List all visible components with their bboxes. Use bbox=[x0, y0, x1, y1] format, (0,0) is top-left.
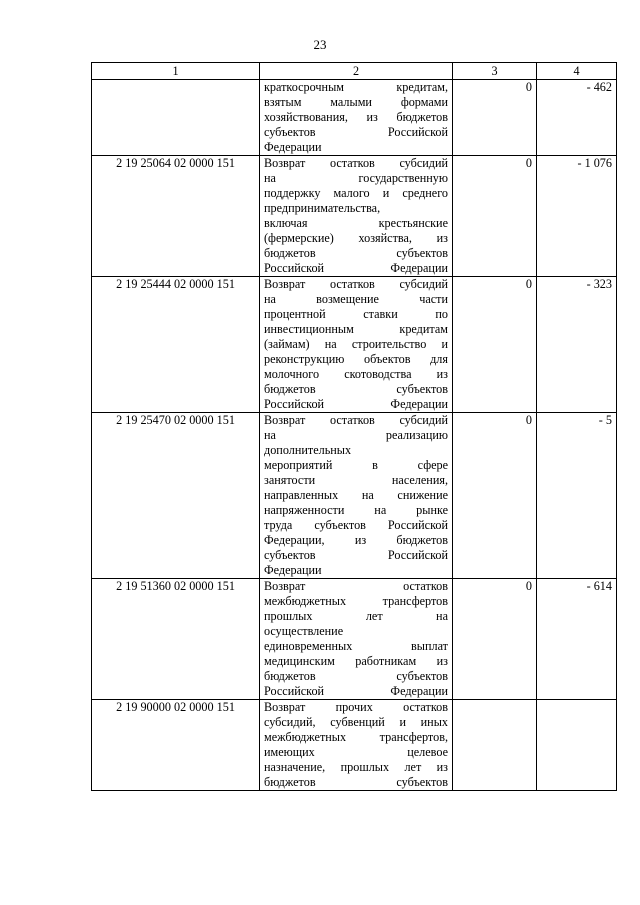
column-4-value bbox=[537, 700, 617, 791]
column-header: 3 bbox=[453, 63, 537, 80]
table-row bbox=[92, 579, 617, 700]
table-row bbox=[92, 80, 617, 156]
description-line: Возврат остатков субсидий bbox=[264, 277, 448, 291]
description-line: межбюджетных трансфертов, bbox=[264, 730, 448, 744]
description-line: бюджетов субъектов bbox=[264, 246, 448, 260]
description-line: Возврат остатков субсидий bbox=[264, 413, 448, 427]
description-line: на возмещение части bbox=[264, 292, 448, 306]
description-line: (фермерские) хозяйства, из bbox=[264, 231, 448, 245]
description-line: хозяйствования, из бюджетов bbox=[264, 110, 448, 124]
table-row bbox=[92, 700, 617, 791]
description-line: единовременных выплат bbox=[264, 639, 448, 653]
description-line: Федерации, из бюджетов bbox=[264, 533, 448, 547]
column-3-value: 0 bbox=[453, 277, 537, 413]
description-line: занятости населения, bbox=[264, 473, 448, 487]
column-4-value: - 1 076 bbox=[537, 156, 617, 277]
description-line: Возврат остатков bbox=[264, 579, 448, 593]
description-line: предпринимательства, bbox=[264, 201, 381, 215]
column-3-value bbox=[453, 700, 537, 791]
column-3-value: 0 bbox=[453, 156, 537, 277]
budget-code-cell: 2 19 51360 02 0000 151 bbox=[92, 579, 260, 700]
description-line: взятым малыми формами bbox=[264, 95, 448, 109]
budget-code-cell: 2 19 25470 02 0000 151 bbox=[92, 413, 260, 579]
description-cell bbox=[260, 80, 453, 156]
description-line: инвестиционным кредитам bbox=[264, 322, 448, 336]
description-line: направленных на снижение bbox=[264, 488, 448, 502]
column-4-value: - 614 bbox=[537, 579, 617, 700]
table-row bbox=[92, 413, 617, 579]
description-line: на реализацию bbox=[264, 428, 448, 442]
description-line: Российской Федерации bbox=[264, 261, 448, 275]
description-line: Возврат прочих остатков bbox=[264, 700, 448, 714]
description-line: Российской Федерации bbox=[264, 684, 448, 698]
description-line: поддержку малого и среднего bbox=[264, 186, 448, 200]
description-line: включая крестьянские bbox=[264, 216, 448, 230]
budget-table bbox=[91, 62, 617, 791]
description-cell bbox=[260, 700, 453, 791]
description-line: имеющих целевое bbox=[264, 745, 448, 759]
description-cell bbox=[260, 277, 453, 413]
budget-code-cell: 2 19 90000 02 0000 151 bbox=[92, 700, 260, 791]
description-line: дополнительных bbox=[264, 443, 352, 457]
description-line: осуществление bbox=[264, 624, 344, 638]
budget-code-cell: 2 19 25444 02 0000 151 bbox=[92, 277, 260, 413]
budget-code-cell bbox=[92, 80, 260, 156]
description-line: Российской Федерации bbox=[264, 397, 448, 411]
description-line: бюджетов субъектов bbox=[264, 669, 448, 683]
description-line: напряженности на рынке bbox=[264, 503, 448, 517]
description-line: медицинским работникам из bbox=[264, 654, 448, 668]
description-line: мероприятий в сфере bbox=[264, 458, 448, 472]
column-4-value: - 462 bbox=[537, 80, 617, 156]
table-row bbox=[92, 156, 617, 277]
description-line: Возврат остатков субсидий bbox=[264, 156, 448, 170]
description-line: субъектов Российской bbox=[264, 125, 448, 139]
description-line: Федерации bbox=[264, 563, 322, 577]
column-header: 2 bbox=[260, 63, 453, 80]
column-3-value: 0 bbox=[453, 579, 537, 700]
description-line: на государственную bbox=[264, 171, 448, 185]
description-cell bbox=[260, 413, 453, 579]
column-3-value: 0 bbox=[453, 413, 537, 579]
page-number: 23 bbox=[313, 37, 327, 52]
column-4-value: - 323 bbox=[537, 277, 617, 413]
description-line: краткосрочным кредитам, bbox=[264, 80, 448, 94]
description-line: (займам) на строительство и bbox=[264, 337, 448, 351]
description-line: реконструкцию объектов для bbox=[264, 352, 448, 366]
description-line: бюджетов субъектов bbox=[264, 775, 448, 789]
description-cell bbox=[260, 156, 453, 277]
description-line: Федерации bbox=[264, 140, 322, 154]
description-line: субъектов Российской bbox=[264, 548, 448, 562]
column-3-value: 0 bbox=[453, 80, 537, 156]
column-4-value: - 5 bbox=[537, 413, 617, 579]
column-header: 4 bbox=[537, 63, 617, 80]
description-line: молочного скотоводства из bbox=[264, 367, 448, 381]
description-line: межбюджетных трансфертов bbox=[264, 594, 448, 608]
column-header: 1 bbox=[92, 63, 260, 80]
description-line: прошлых лет на bbox=[264, 609, 448, 623]
description-line: субсидий, субвенций и иных bbox=[264, 715, 448, 729]
description-line: труда субъектов Российской bbox=[264, 518, 448, 532]
budget-code-cell: 2 19 25064 02 0000 151 bbox=[92, 156, 260, 277]
table-header-row bbox=[92, 63, 617, 80]
description-cell bbox=[260, 579, 453, 700]
description-line: бюджетов субъектов bbox=[264, 382, 448, 396]
description-line: процентной ставки по bbox=[264, 307, 448, 321]
table-row bbox=[92, 277, 617, 413]
description-line: назначение, прошлых лет из bbox=[264, 760, 448, 774]
table-body bbox=[92, 80, 617, 791]
